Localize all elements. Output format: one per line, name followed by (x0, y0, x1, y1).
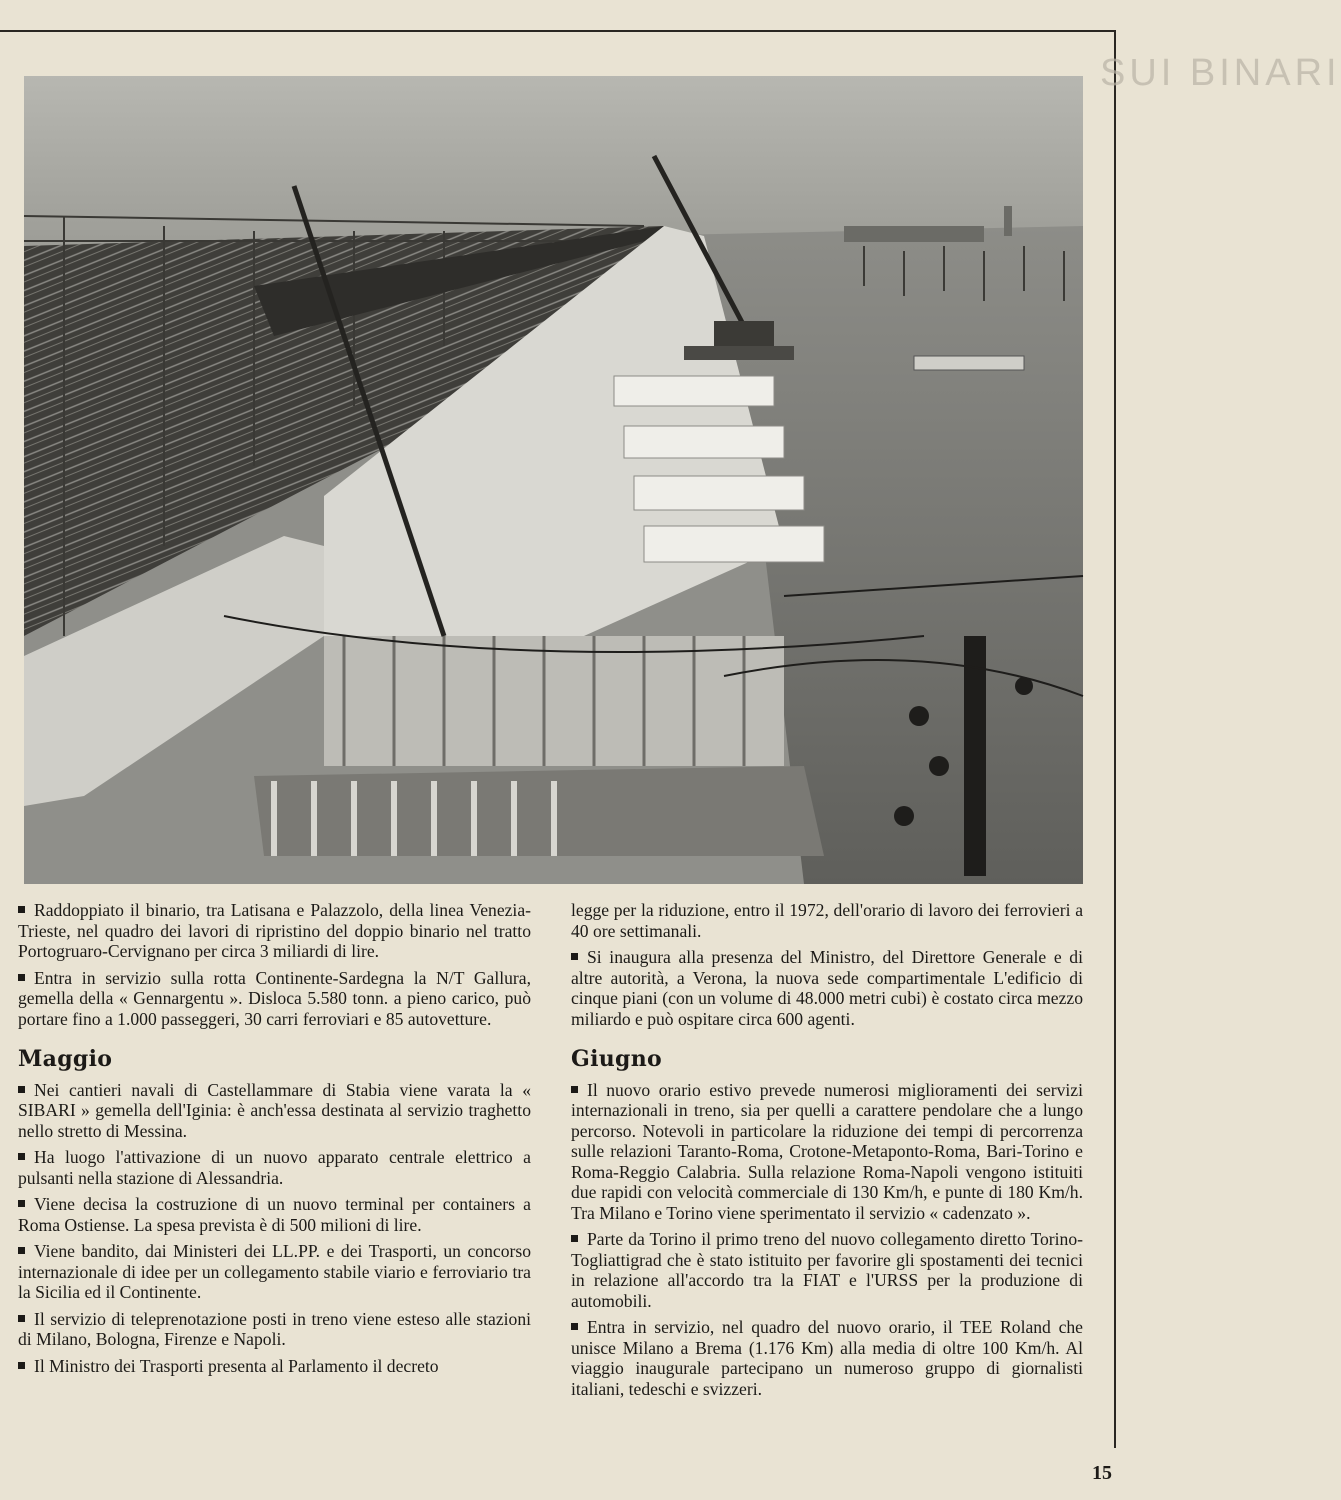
page-number: 15 (1092, 1462, 1112, 1484)
right-column (571, 900, 1083, 1405)
paragraph-orario-estivo: Il nuovo orario estivo prevede numerosi miglioramenti dei servizi internazionali in treno, sia per quelli a carattere pendolare che a lungo percorso. Notevoli in particolare la riduzione dei tempi di percorrenza sulle relazioni Taranto-Roma, Crotone-Metaponto-Roma, Bari-Torino e Roma-Reggio Calabria. Sulla relazione Roma-Napoli vengono istituiti due rapidi con velocità commerciale di 130 Km/h, e punte di 180 Km/h. Tra Milano e Torino viene sperimentato il servizio « cadenzato ». (571, 1079, 1083, 1223)
bleed-through-text: SUI BINARI (1100, 52, 1341, 94)
paragraph-alessandria: Ha luogo l'attivazione di un nuovo apparato centrale elettrico a pulsanti nella stazione di Alessandria. (18, 1147, 531, 1188)
section-title-giugno: Giugno (571, 1046, 662, 1072)
paragraph-teleprenotazione: Il servizio di teleprenotazione posti in treno viene esteso alle stazioni di Milano, Bologna, Firenze e Napoli. (18, 1308, 531, 1349)
construction-photo (24, 76, 1083, 884)
paragraph-latisana: Raddoppiato il binario, tra Latisana e Palazzolo, della linea Venezia-Trieste, nel quadro dei lavori di ripristino del doppio binario nel tratto Portogruaro-Cervignano per circa 3 miliardi di lire. (18, 900, 531, 961)
left-column (18, 900, 531, 1382)
paragraph-togliattigrad: Parte da Torino il primo treno del nuovo collegamento diretto Torino-Togliattigrad che è stato istituito per favorire gli spostamenti dei tecnici in relazione all'accordo tra la FIAT e l'URSS per la produzione di automobili. (571, 1229, 1083, 1311)
paragraph-tee-roland: Entra in servizio, nel quadro del nuovo orario, il TEE Roland che unisce Milano a Brema (1.176 Km) alla media di oltre 100 Km/h. Al viaggio inaugurale partecipano un numeroso gruppo di giornalisti italiani, tedeschi e svizzeri. (571, 1317, 1083, 1399)
paragraph-concorso: Viene bandito, dai Ministeri dei LL.PP. e dei Trasporti, un concorso internazionale di idee per un collegamento stabile viario e ferroviario tra la Sicilia ed il Continente. (18, 1241, 531, 1302)
paragraph-sibari: Nei cantieri navali di Castellammare di Stabia viene varata la « SIBARI » gemella dell'Iginia: è anch'essa destinata al servizio traghetto nello stretto di Messina. (18, 1079, 531, 1141)
paragraph-gallura: Entra in servizio sulla rotta Continente-Sardegna la N/T Gallura, gemella della « Gennargentu ». Disloca 5.580 tonn. a pieno carico, può portare fino a 1.000 passeggeri, 30 carri ferroviari e 85 autovetture. (18, 967, 531, 1029)
section-title-maggio: Maggio (18, 1046, 113, 1072)
railway-construction-illustration (24, 76, 1083, 884)
paragraph-continuation: legge per la riduzione, entro il 1972, dell'orario di lavoro dei ferrovieri a 40 ore settimanali. (571, 900, 1083, 941)
paragraph-roma-ostiense: Viene decisa la costruzione di un nuovo terminal per containers a Roma Ostiense. La spesa prevista è di 500 milioni di lire. (18, 1194, 531, 1235)
paragraph-ministro: Il Ministro dei Trasporti presenta al Parlamento il decreto (18, 1356, 531, 1377)
paragraph-verona: Si inaugura alla presenza del Ministro, del Direttore Generale e di altre autorità, a Verona, la nuova sede compartimentale L'edificio di cinque piani (con un volume di 48.000 metri cubi) è costato circa mezzo miliardo e può ospitare circa 600 agenti. (571, 947, 1083, 1029)
